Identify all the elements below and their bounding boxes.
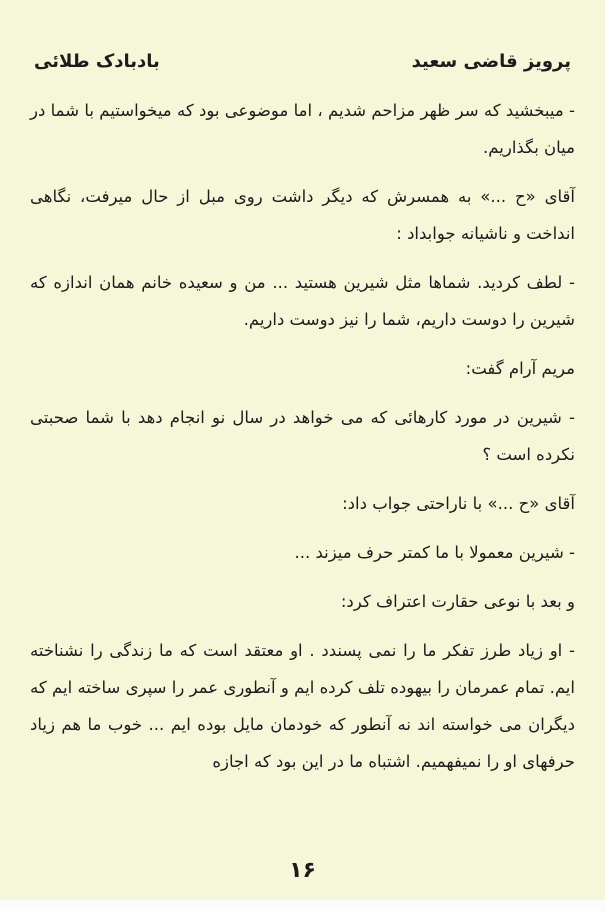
page-bottom-strip	[0, 900, 605, 911]
page-header	[34, 46, 571, 76]
book-title: بادبادک طلائی	[34, 50, 160, 72]
paragraph: مریم آرام گفت:	[465, 359, 575, 378]
paragraph: - لطف کردید. شماها مثل شیرین هستید ... من و سعیده خانم همان اندازه که شیرین را دوست داریم، شما را نیز دوست داریم.	[30, 273, 575, 329]
page-number: ۱۶	[289, 858, 316, 883]
paragraph: - او زیاد طرز تفکر ما را نمی پسندد . او معتقد است که ما زندگی را نشناخته ایم. تمام عمرمان را بیهوده تلف کرده ایم و آنطوری عمر را سپری ساخته ایم که دیگران می خواسته اند نه آنطور که خودمان مایل بوده ایم ... خوب ما هم زیاد حرفهای او را نمیفهمیم. اشتباه ما در این بود که اجازه	[30, 641, 575, 771]
paragraph: - میبخشید که سر ظهر مزاحم شدیم ، اما موضوعی بود که میخواستیم با شما در میان بگذاریم.	[30, 101, 575, 157]
paragraph: و بعد با نوعی حقارت اعتراف کرد:	[340, 592, 575, 611]
page-body	[30, 92, 575, 792]
paragraph: آقای «ح ...» به همسرش که دیگر داشت روی مبل از حال میرفت، نگاهی انداخت و ناشیانه جوابداد :	[30, 187, 575, 243]
author-name: پرویز قاضی سعید	[411, 50, 571, 72]
paragraph: آقای «ح ...» با ناراحتی جواب داد:	[342, 494, 575, 513]
paragraph: - شیرین معمولا با ما کمتر حرف میزند ...	[294, 543, 575, 562]
paragraph: - شیرین در مورد کارهائی که می خواهد در سال نو انجام دهد با شما صحبتی نکرده است ؟	[30, 408, 575, 464]
